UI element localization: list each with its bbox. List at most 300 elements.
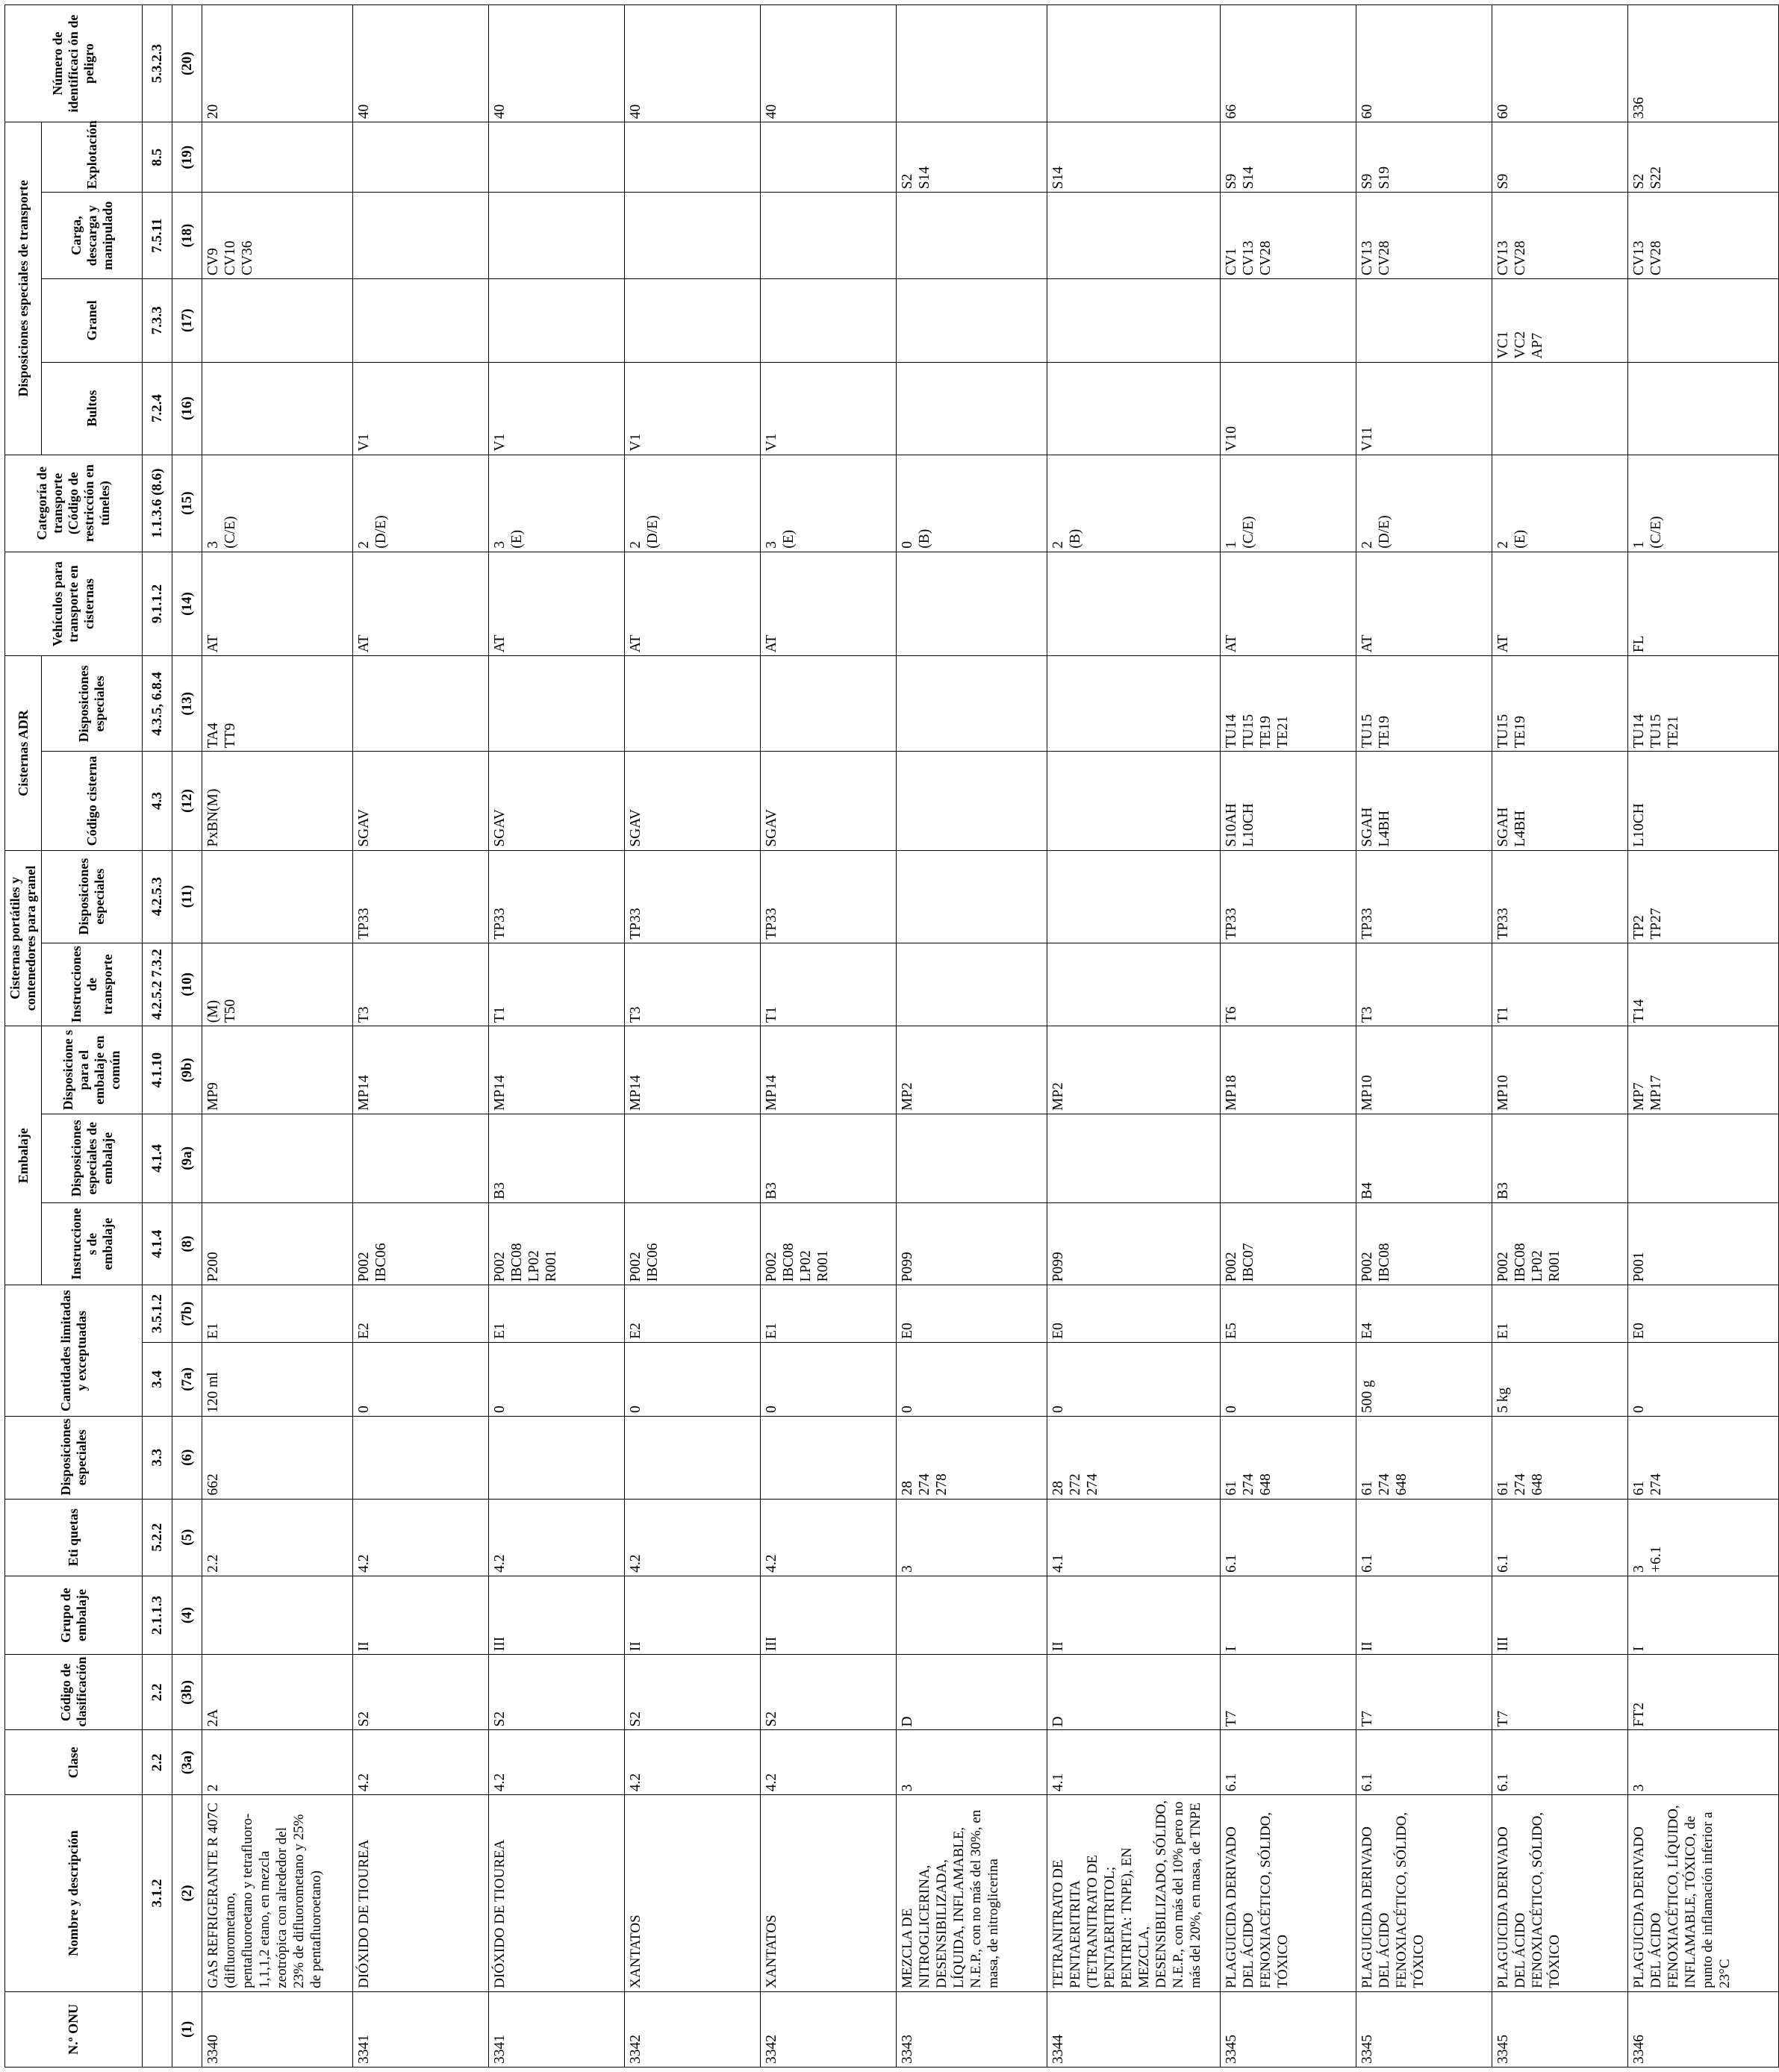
table-cell: 61 274	[1628, 1417, 1779, 1500]
table-cell: V1	[489, 362, 625, 455]
table-cell: 3 (E)	[761, 455, 897, 552]
table-cell: 0	[625, 1342, 761, 1416]
table-cell: 3341	[353, 1991, 489, 2067]
ref-cell: 4.1.10	[143, 1026, 172, 1114]
table-cell: E0	[897, 1285, 1047, 1342]
table-cell: E2	[353, 1285, 489, 1342]
table-cell: SGAV	[353, 752, 489, 850]
table-cell: 61 274 648	[1356, 1417, 1492, 1500]
col-number-cell: (6)	[172, 1417, 202, 1500]
table-cell	[1356, 279, 1492, 363]
table-row	[202, 5, 353, 2068]
table-cell: 3342	[761, 1991, 897, 2067]
ref-cell: 3.3	[143, 1417, 172, 1500]
table-cell: E4	[1356, 1285, 1492, 1342]
table-cell: SGAH L4BH	[1492, 752, 1628, 850]
ref-cell: 7.5.11	[143, 193, 172, 279]
table-cell: S2	[489, 1655, 625, 1730]
col-header-disposiciones-especiales: Disposiciones especiales	[5, 1417, 143, 1500]
adr-dangerous-goods-table	[4, 4, 1779, 2068]
table-cell: MP14	[353, 1026, 489, 1114]
table-cell: 3343	[897, 1991, 1047, 2067]
table-cell: II	[625, 1576, 761, 1654]
table-cell: MP10	[1492, 1026, 1628, 1114]
table-cell: 0	[897, 1342, 1047, 1416]
table-cell: T7	[1221, 1655, 1356, 1730]
table-cell: T7	[1492, 1655, 1628, 1730]
table-cell	[761, 656, 897, 752]
table-cell: S2	[353, 1655, 489, 1730]
table-cell: 500 g	[1356, 1342, 1492, 1416]
col-number-cell: (7a)	[172, 1342, 202, 1416]
table-cell: AT	[202, 552, 353, 655]
table-cell: 3341	[489, 1991, 625, 2067]
table-cell: S2	[761, 1655, 897, 1730]
table-cell: 1 (C/E)	[1221, 455, 1356, 552]
table-cell: MP18	[1221, 1026, 1356, 1114]
table-cell: AT	[1356, 552, 1492, 655]
table-cell: V10	[1221, 362, 1356, 455]
table-cell: 3	[897, 1499, 1047, 1576]
table-cell: XANTATOS	[761, 1795, 897, 1991]
col-header-nombre: Nombre y descripción	[5, 1795, 143, 1991]
table-cell	[202, 122, 353, 193]
table-cell: SGAV	[761, 752, 897, 850]
col-number-cell: (8)	[172, 1202, 202, 1285]
group-header-cantidades: Cantidades limitadas y exceptuadas	[5, 1285, 143, 1417]
ref-cell: 2.2	[143, 1730, 172, 1795]
table-cell: TP2 TP27	[1628, 850, 1779, 943]
table-cell: E5	[1221, 1285, 1356, 1342]
table-cell: T14	[1628, 943, 1779, 1026]
table-cell: 4.1	[1047, 1730, 1221, 1795]
table-cell	[625, 279, 761, 363]
table-cell: 61 274 648	[1221, 1417, 1356, 1500]
table-cell: 3345	[1356, 1991, 1492, 2067]
ref-cell: 7.3.3	[143, 279, 172, 363]
ref-cell: 4.3	[143, 752, 172, 850]
table-cell	[1047, 1114, 1221, 1203]
table-cell	[625, 193, 761, 279]
table-cell: PLAGUICIDA DERIVADO DEL ÁCIDO FENOXIACÉTICO, SÓLIDO, TÓXICO	[1356, 1795, 1492, 1991]
ref-cell: 9.1.1.2	[143, 552, 172, 655]
col-header-codigo-clasificacion: Código de clasificación	[5, 1655, 143, 1730]
table-cell: T1	[1492, 943, 1628, 1026]
table-cell: 6.1	[1221, 1730, 1356, 1795]
table-cell: FL	[1628, 552, 1779, 655]
table-cell: 6.1	[1356, 1730, 1492, 1795]
table-cell: E1	[1492, 1285, 1628, 1342]
table-cell: 120 ml	[202, 1342, 353, 1416]
table-cell: 0	[1628, 1342, 1779, 1416]
table-cell	[353, 1114, 489, 1203]
table-cell	[897, 5, 1047, 122]
ref-cell: 2.1.1.3	[143, 1576, 172, 1654]
table-cell: B4	[1356, 1114, 1492, 1203]
col-header-disp-especiales-embalaje: Disposiciones especiales de embalaje	[42, 1114, 143, 1203]
table-cell: TP33	[761, 850, 897, 943]
table-cell: I	[1221, 1576, 1356, 1654]
table-cell: PLAGUICIDA DERIVADO DEL ÁCIDO FENOXIACÉTICO, SÓLIDO, TÓXICO	[1492, 1795, 1628, 1991]
section-header-row	[5, 5, 42, 2068]
table-cell: 336	[1628, 5, 1779, 122]
col-header-carga-descarga: Carga, descarga y manipulado	[42, 193, 143, 279]
table-cell: 0	[489, 1342, 625, 1416]
reference-row	[143, 5, 172, 2068]
table-cell: V1	[625, 362, 761, 455]
table-row	[489, 5, 625, 2068]
table-body	[202, 5, 1779, 2068]
table-cell	[1628, 1114, 1779, 1203]
table-cell: 6.1	[1492, 1730, 1628, 1795]
table-cell: B3	[761, 1114, 897, 1203]
table-cell	[625, 1114, 761, 1203]
table-cell: E0	[1047, 1285, 1221, 1342]
table-cell: 3	[897, 1730, 1047, 1795]
table-cell	[897, 1576, 1047, 1654]
col-header-vehiculos: Vehículos para transporte en cisternas	[5, 552, 143, 655]
table-cell: 2 (D/E)	[353, 455, 489, 552]
ref-cell: 8.5	[143, 122, 172, 193]
table-cell: B3	[489, 1114, 625, 1203]
column-number-row	[172, 5, 202, 2068]
table-cell: 40	[353, 5, 489, 122]
table-cell: 4.2	[625, 1730, 761, 1795]
table-cell	[897, 552, 1047, 655]
table-cell	[897, 1114, 1047, 1203]
col-header-numero-peligro: Número de identificaci ón de peligro	[5, 5, 143, 122]
table-cell: II	[1356, 1576, 1492, 1654]
table-cell: SGAV	[489, 752, 625, 850]
table-cell: III	[1492, 1576, 1628, 1654]
table-cell: D	[897, 1655, 1047, 1730]
table-cell: III	[489, 1576, 625, 1654]
table-cell: CV1 CV13 CV28	[1221, 193, 1356, 279]
col-number-cell: (7b)	[172, 1285, 202, 1342]
table-cell: AT	[1221, 552, 1356, 655]
table-cell: E2	[625, 1285, 761, 1342]
col-header-onu: N.º ONU	[5, 1991, 143, 2067]
table-cell: MP14	[761, 1026, 897, 1114]
table-cell: TU15 TE19	[1492, 656, 1628, 752]
table-cell	[1047, 552, 1221, 655]
col-number-cell: (9a)	[172, 1114, 202, 1203]
table-cell: T1	[761, 943, 897, 1026]
table-cell: S14	[1047, 122, 1221, 193]
table-cell: S2 S14	[897, 122, 1047, 193]
table-cell: 4.2	[625, 1499, 761, 1576]
table-cell: CV13 CV28	[1356, 193, 1492, 279]
table-cell: P002 IBC08	[1356, 1202, 1492, 1285]
ref-cell: 2.2	[143, 1655, 172, 1730]
col-number-cell: (13)	[172, 656, 202, 752]
table-cell: V1	[761, 362, 897, 455]
table-cell: T3	[353, 943, 489, 1026]
table-row	[1628, 5, 1779, 2068]
table-cell: P002 IBC08 LP02 R001	[761, 1202, 897, 1285]
col-number-cell: (14)	[172, 552, 202, 655]
table-cell: 3346	[1628, 1991, 1779, 2067]
table-cell: (M) T50	[202, 943, 353, 1026]
col-header-codigo-cisterna: Código cisterna	[42, 752, 143, 850]
table-cell: 3345	[1221, 1991, 1356, 2067]
table-cell: P099	[1047, 1202, 1221, 1285]
col-number-cell: (3b)	[172, 1655, 202, 1730]
table-cell: S9 S14	[1221, 122, 1356, 193]
table-cell: E1	[761, 1285, 897, 1342]
table-cell: TU14 TU15 TE19 TE21	[1221, 656, 1356, 752]
table-cell: 2 (E)	[1492, 455, 1628, 552]
group-header-cisternas-portatiles: Cisternas portátiles y contenedores para granel	[5, 850, 42, 1026]
table-cell: TP33	[353, 850, 489, 943]
table-cell	[489, 1417, 625, 1500]
table-cell: CV13 CV28	[1628, 193, 1779, 279]
table-cell	[1047, 193, 1221, 279]
table-cell	[761, 1417, 897, 1500]
table-cell	[625, 1417, 761, 1500]
table-cell: PxBN(M)	[202, 752, 353, 850]
col-header-granel: Granel	[42, 279, 143, 363]
table-cell	[761, 279, 897, 363]
table-cell: MP14	[489, 1026, 625, 1114]
table-cell	[897, 362, 1047, 455]
table-cell: P002 IBC06	[625, 1202, 761, 1285]
table-cell: P200	[202, 1202, 353, 1285]
table-cell: 2 (D/E)	[1356, 455, 1492, 552]
table-cell: T3	[625, 943, 761, 1026]
table-row	[1492, 5, 1628, 2068]
table-cell: TP33	[1356, 850, 1492, 943]
table-cell: T6	[1221, 943, 1356, 1026]
table-cell: S9 S19	[1356, 122, 1492, 193]
table-cell	[1047, 362, 1221, 455]
table-cell: XANTATOS	[625, 1795, 761, 1991]
table-cell: 2 (B)	[1047, 455, 1221, 552]
table-cell: TP33	[1492, 850, 1628, 943]
table-cell: II	[1047, 1576, 1221, 1654]
table-cell	[897, 193, 1047, 279]
col-number-cell: (3a)	[172, 1730, 202, 1795]
table-row	[761, 5, 897, 2068]
table-row	[353, 5, 489, 2068]
table-cell: 4.1	[1047, 1499, 1221, 1576]
col-header-instrucciones-transporte: Instrucciones de transporte	[42, 943, 143, 1026]
table-cell	[897, 943, 1047, 1026]
table-cell: 3344	[1047, 1991, 1221, 2067]
table-cell: AT	[1492, 552, 1628, 655]
table-cell: 3340	[202, 1991, 353, 2067]
table-cell: AT	[625, 552, 761, 655]
table-cell: 0	[1047, 1342, 1221, 1416]
table-cell: 3 (C/E)	[202, 455, 353, 552]
table-cell	[202, 1114, 353, 1203]
ref-cell	[143, 1991, 172, 2067]
table-cell	[1628, 362, 1779, 455]
table-cell: TP33	[489, 850, 625, 943]
table-row	[1047, 5, 1221, 2068]
table-cell: 66	[1221, 5, 1356, 122]
col-number-cell: (16)	[172, 362, 202, 455]
table-cell	[1221, 1114, 1356, 1203]
table-cell: 2.2	[202, 1499, 353, 1576]
table-cell: 28 272 274	[1047, 1417, 1221, 1500]
table-cell: I	[1628, 1576, 1779, 1654]
col-number-cell: (12)	[172, 752, 202, 850]
table-cell: MP9	[202, 1026, 353, 1114]
table-cell: AT	[353, 552, 489, 655]
table-cell: 3 (E)	[489, 455, 625, 552]
col-number-cell: (20)	[172, 5, 202, 122]
table-cell: 61 274 648	[1492, 1417, 1628, 1500]
table-cell: 662	[202, 1417, 353, 1500]
table-cell: E1	[202, 1285, 353, 1342]
table-cell	[1047, 279, 1221, 363]
table-cell	[1047, 752, 1221, 850]
table-cell: T7	[1356, 1655, 1492, 1730]
table-cell: TA4 TT9	[202, 656, 353, 752]
table-cell: TP33	[625, 850, 761, 943]
table-cell: DIÓXIDO DE TIOUREA	[489, 1795, 625, 1991]
table-cell: P001	[1628, 1202, 1779, 1285]
table-cell: 0 (B)	[897, 455, 1047, 552]
col-header-bultos: Bultos	[42, 362, 143, 455]
table-cell	[1492, 362, 1628, 455]
table-cell: S10AH L10CH	[1221, 752, 1356, 850]
table-cell: CV13 CV28	[1492, 193, 1628, 279]
table-row	[1356, 5, 1492, 2068]
table-cell	[897, 752, 1047, 850]
table-cell: 0	[353, 1342, 489, 1416]
table-cell: SGAV	[625, 752, 761, 850]
col-header-disp-especiales-cisternas-portatiles: Disposiciones especiales	[42, 850, 143, 943]
col-number-cell: (4)	[172, 1576, 202, 1654]
table-cell: MP2	[897, 1026, 1047, 1114]
table-cell: V11	[1356, 362, 1492, 455]
table-cell: E1	[489, 1285, 625, 1342]
ref-cell: 1.1.3.6 (8.6)	[143, 455, 172, 552]
ref-cell: 4.3.5, 6.8.4	[143, 656, 172, 752]
table-cell: PLAGUICIDA DERIVADO DEL ÁCIDO FENOXIACÉTICO, LÍQUIDO, INFLAMABLE, TÓXICO, de punto de inflamación inferior a 23°C	[1628, 1795, 1779, 1991]
table-cell: DIÓXIDO DE TIOUREA	[353, 1795, 489, 1991]
table-cell	[202, 362, 353, 455]
table-cell: 0	[761, 1342, 897, 1416]
table-cell: 0	[1221, 1342, 1356, 1416]
table-cell: B3	[1492, 1114, 1628, 1203]
table-cell	[897, 656, 1047, 752]
table-cell: 1 (C/E)	[1628, 455, 1779, 552]
col-header-etiquetas: Eti quetas	[5, 1499, 143, 1576]
table-cell	[202, 850, 353, 943]
col-number-cell: (5)	[172, 1499, 202, 1576]
table-cell: VC1 VC2 AP7	[1492, 279, 1628, 363]
col-header-grupo-embalaje: Grupo de embalaje	[5, 1576, 143, 1654]
table-cell: L10CH	[1628, 752, 1779, 850]
ref-cell: 4.2.5.3	[143, 850, 172, 943]
table-cell	[353, 122, 489, 193]
col-number-cell: (9b)	[172, 1026, 202, 1114]
table-cell: AT	[489, 552, 625, 655]
table-cell: 6.1	[1356, 1499, 1492, 1576]
table-cell: 4.2	[353, 1730, 489, 1795]
table-cell: 4.2	[489, 1499, 625, 1576]
table-cell	[1047, 943, 1221, 1026]
table-cell: 60	[1356, 5, 1492, 122]
table-cell: P002 IBC08 LP02 R001	[1492, 1202, 1628, 1285]
table-cell: T1	[489, 943, 625, 1026]
table-cell: MP2	[1047, 1026, 1221, 1114]
table-cell: 40	[625, 5, 761, 122]
table-cell	[761, 193, 897, 279]
ref-cell: 4.2.5.2 7.3.2	[143, 943, 172, 1026]
table-cell: SGAH L4BH	[1356, 752, 1492, 850]
table-cell: 4.2	[761, 1499, 897, 1576]
table-cell: S9	[1492, 122, 1628, 193]
table-cell: TP33	[1221, 850, 1356, 943]
ref-cell: 3.5.1.2	[143, 1285, 172, 1342]
table-cell: 4.2	[353, 1499, 489, 1576]
ref-cell: 3.4	[143, 1342, 172, 1416]
col-header-disp-especiales-cisternas-adr: Disposiciones especiales	[42, 656, 143, 752]
table-cell: MP7 MP17	[1628, 1026, 1779, 1114]
col-number-cell: (18)	[172, 193, 202, 279]
table-cell: 3	[1628, 1730, 1779, 1795]
table-cell: II	[353, 1576, 489, 1654]
table-cell: FT2	[1628, 1655, 1779, 1730]
table-cell: 3 +6.1	[1628, 1499, 1779, 1576]
table-row	[1221, 5, 1356, 2068]
table-cell: 6.1	[1221, 1499, 1356, 1576]
col-number-cell: (17)	[172, 279, 202, 363]
table-cell: 20	[202, 5, 353, 122]
table-cell: 60	[1492, 5, 1628, 122]
table-cell: V1	[353, 362, 489, 455]
table-cell: III	[761, 1576, 897, 1654]
col-header-clase: Clase	[5, 1730, 143, 1795]
col-number-cell: (19)	[172, 122, 202, 193]
table-cell: 6.1	[1492, 1499, 1628, 1576]
group-header-embalaje: Embalaje	[5, 1026, 42, 1285]
col-number-cell: (1)	[172, 1991, 202, 2067]
table-cell: 4.2	[489, 1730, 625, 1795]
table-cell	[353, 656, 489, 752]
ref-cell: 5.3.2.3	[143, 5, 172, 122]
group-header-disposiciones-transporte: Disposiciones especiales de transporte	[5, 122, 42, 455]
table-cell	[625, 122, 761, 193]
table-cell: S2 S22	[1628, 122, 1779, 193]
table-cell	[353, 1417, 489, 1500]
table-cell	[489, 122, 625, 193]
table-cell: 2 (D/E)	[625, 455, 761, 552]
table-cell: 5 kg	[1492, 1342, 1628, 1416]
table-cell: 3345	[1492, 1991, 1628, 2067]
table-cell: CV9 CV10 CV36	[202, 193, 353, 279]
table-cell: 2A	[202, 1655, 353, 1730]
table-cell: TETRANITRATO DE PENTAERITRITA (TETRANITRATO DE PENTAERITRITOL; PENTRITA: TNPE), EN MEZCLA, DESENSIBILIZADO, SÓLIDO, N.E.P., con más del 10% pero no más del 20%, en masa, de TNPE	[1047, 1795, 1221, 1991]
col-number-cell: (2)	[172, 1795, 202, 1991]
table-row	[625, 5, 761, 2068]
col-header-instrucciones-embalaje: Instruccione s de embalaje	[42, 1202, 143, 1285]
table-cell	[489, 656, 625, 752]
table-cell: 2	[202, 1730, 353, 1795]
col-header-embalaje-comun: Disposicione s para el embalaje en común	[42, 1026, 143, 1114]
table-cell: 28 274 278	[897, 1417, 1047, 1500]
table-cell: S2	[625, 1655, 761, 1730]
table-cell	[202, 279, 353, 363]
ref-cell: 4.1.4	[143, 1202, 172, 1285]
col-number-cell: (11)	[172, 850, 202, 943]
table-cell: 40	[761, 5, 897, 122]
table-cell	[353, 279, 489, 363]
